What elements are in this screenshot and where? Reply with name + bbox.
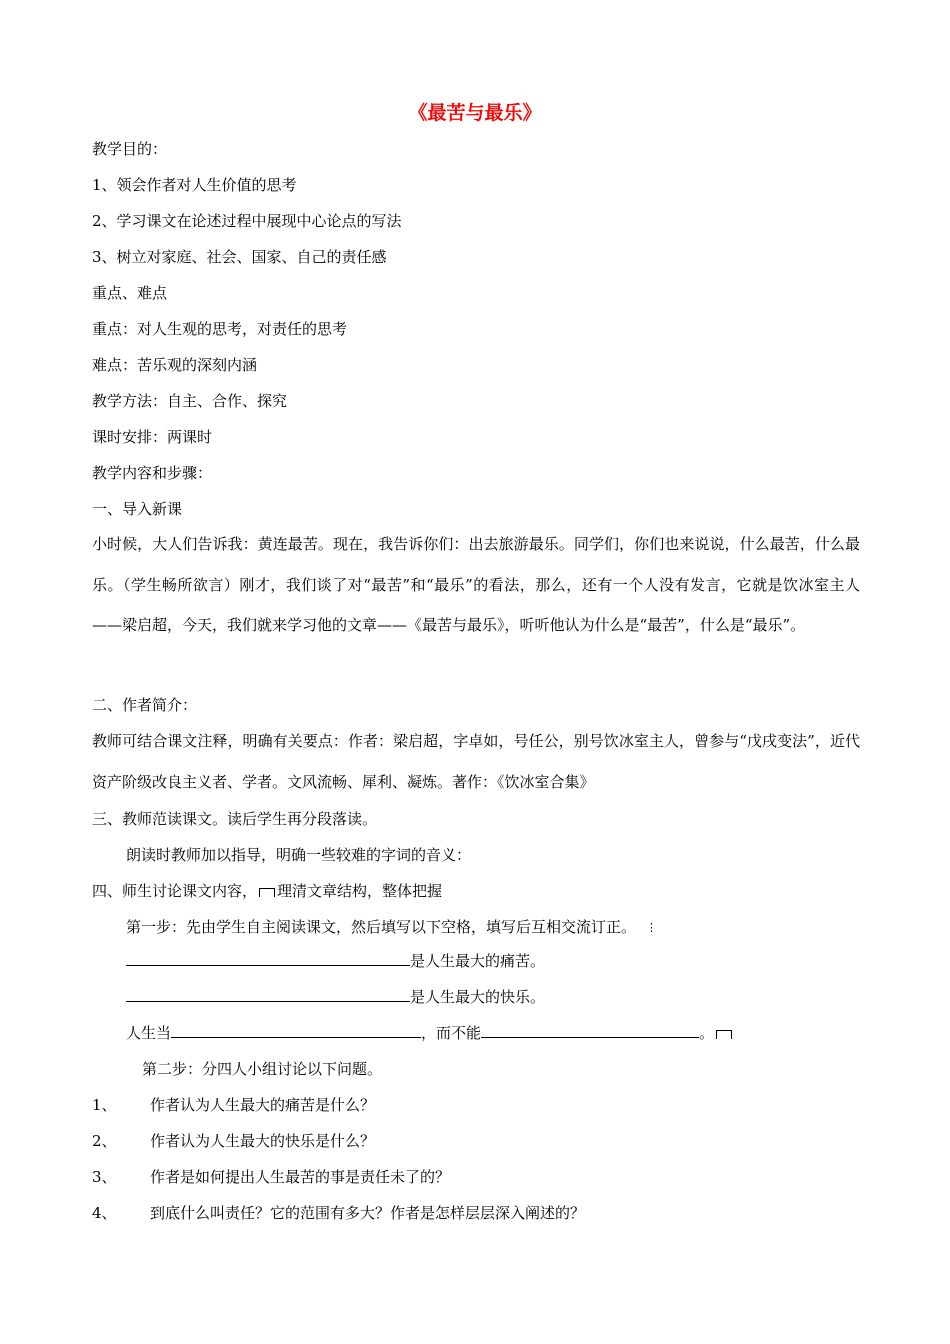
question-text: 到底什么叫责任？它的范围有多大？作者是怎样层层深入阐述的？ (150, 1204, 586, 1222)
intro-paragraph: 小时候，大人们告诉我：黄连最苦。现在，我告诉你们：出去旅游最乐。同学们，你们也来说说，什么最苦，什么最乐。（学生畅所欲言）刚才，我们谈了对“最苦”和“最乐”的看法，那么，还有一个人没有发言，它就是饮冰室主人——梁启超，今天，我们就来学习他的文章——《最苦与最乐》，听听他认为什么是“最苦”，什么是“最乐”。 (92, 535, 860, 634)
question-number: 2、 (92, 1132, 117, 1150)
question-number: 4、 (92, 1204, 117, 1222)
question-item (92, 1202, 585, 1224)
key-point: 重点：对人生观的思考，对责任的思考 (92, 320, 348, 338)
difficult-point: 难点：苦乐观的深刻内涵 (92, 356, 258, 374)
goal-item: 3、树立对家庭、社会、国家、自己的责任感 (92, 248, 387, 266)
fill-blank-row (126, 1022, 734, 1044)
edit-mark-icon (716, 1030, 732, 1039)
question-item (92, 1130, 375, 1152)
goal-item: 1、领会作者对人生价值的思考 (92, 176, 297, 194)
blank-suffix: 是人生最大的痛苦。 (410, 952, 546, 970)
step-two: 第二步：分四人小组讨论以下问题。 (142, 1060, 383, 1078)
blank-suffix: 是人生最大的快乐。 (410, 988, 546, 1006)
step-one-text: 第一步：先由学生自主阅读课文，然后填写以下空格，填写后互相交流订正。 (126, 918, 637, 936)
step-one (126, 916, 657, 939)
question-number: 1、 (92, 1096, 117, 1114)
question-item (92, 1094, 375, 1116)
section-heading: 一、导入新课 (92, 500, 183, 518)
fill-blank-row (126, 986, 545, 1008)
question-text: 作者是如何提出人生最苦的事是责任未了的？ (150, 1168, 451, 1186)
dots-mark-icon: ⋮ (646, 921, 658, 934)
question-text: 作者认为人生最大的快乐是什么？ (150, 1132, 376, 1150)
blank-middle: ，而不能 (421, 1024, 482, 1042)
teaching-method: 教学方法：自主、合作、探究 (92, 392, 288, 410)
fill-blank[interactable] (171, 1023, 421, 1038)
question-text: 作者认为人生最大的痛苦是什么？ (150, 1096, 376, 1114)
section-heading: 三、教师范读课文。读后学生再分段落读。 (92, 810, 378, 828)
content-heading: 教学内容和步骤： (92, 464, 213, 482)
section-heading-part: 理清文章结构，整体把握 (277, 882, 443, 900)
question-item (92, 1166, 450, 1188)
key-difficult-heading: 重点、难点 (92, 284, 168, 302)
edit-mark-icon (259, 888, 275, 897)
section-heading: 二、作者简介： (92, 696, 198, 714)
goal-item: 2、学习课文在论述过程中展现中心论点的写法 (92, 212, 402, 230)
blank-prefix: 人生当 (126, 1024, 172, 1042)
page-title: 《最苦与最乐》 (408, 102, 542, 124)
fill-blank[interactable] (126, 951, 410, 966)
section-heading (92, 880, 442, 902)
blank-suffix: 。 (699, 1024, 715, 1042)
fill-blank[interactable] (126, 987, 410, 1002)
goals-heading: 教学目的： (92, 140, 168, 158)
author-paragraph: 教师可结合课文注释，明确有关要点：作者：梁启超，字卓如，号任公，别号饮冰室主人，曾参与“戊戌变法”，近代资产阶级改良主义者、学者。文风流畅、犀利、凝炼。著作：《饮冰室合集》 (92, 732, 860, 791)
fill-blank[interactable] (481, 1023, 699, 1038)
fill-blank-row (126, 950, 545, 972)
reading-note: 朗读时教师加以指导，明确一些较难的字词的音义： (126, 846, 472, 864)
class-schedule: 课时安排：两课时 (92, 428, 213, 446)
section-heading-part: 四、师生讨论课文内容， (92, 882, 258, 900)
question-number: 3、 (92, 1168, 117, 1186)
